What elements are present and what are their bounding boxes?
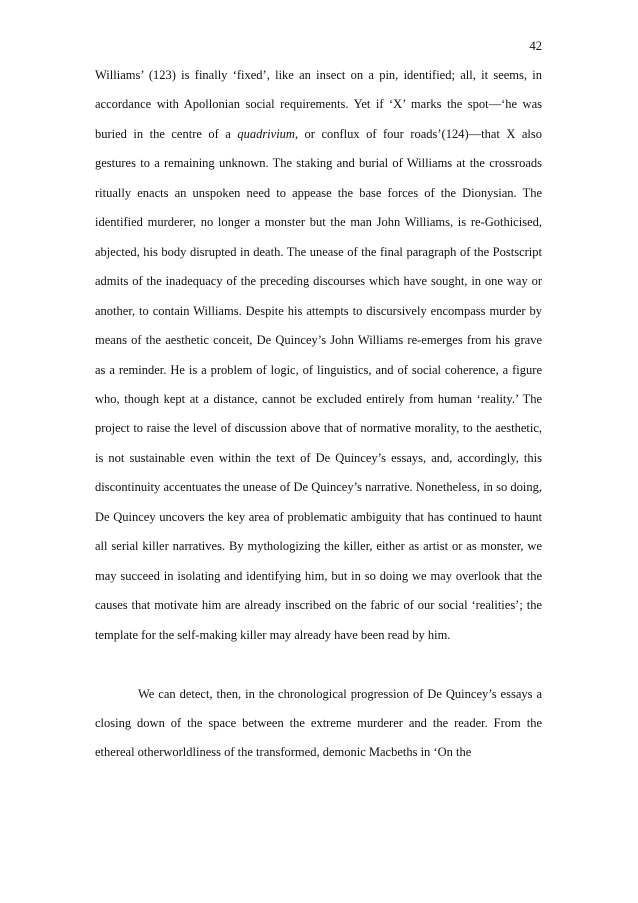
body-text bbox=[95, 61, 542, 768]
page-number: 42 bbox=[529, 39, 542, 53]
text-segment: , or conflux of four roads’(124)—that X also gestures to a remaining unknown. The staking and burial of Williams at the crossroads ritually enacts an unspoken need to appease the base forces of the Dionysian. The identified murderer, no longer a monster but the man John Williams, is re-Gothicised, abjected, his body disrupted in death. The unease of the final paragraph of the Postscript admits of the inadequacy of the preceding discourses which have sought, in one way or another, to contain Williams. Despite his attempts to discursively encompass murder by means of the aesthetic conceit, De Quincey’s John Williams re-emerges from his grave as a reminder. He is a problem of logic, of linguistics, and of social coherence, a figure who, though kept at a distance, cannot be excluded entirely from human ‘reality.’ The project to raise the level of discussion above that of normative morality, to the aesthetic, is not sustainable even within the text of De Quincey’s essays, and, accordingly, this discontinuity accentuates the unease of De Quincey’s narrative. Nonetheless, in so doing, De Quincey uncovers the key area of problematic ambiguity that has continued to haunt all serial killer narratives. By mythologizing the killer, either as artist or as monster, we may succeed in isolating and identifying him, but in so doing we may overlook that the causes that motivate him are already inscribed on the fabric of our social ‘realities’; the template for the self-making killer may already have been read by him. bbox=[95, 126, 542, 642]
text-segment: We can detect, then, in the chronological progression of De Quincey’s essays a closing down of the space between the extreme murderer and the reader. From the ethereal otherworldliness of the transformed, demonic Macbeths in ‘On the bbox=[95, 686, 542, 760]
paragraph-first bbox=[95, 61, 542, 650]
text-segment: Williams’ (123) is finally ‘fixed’, like an insect on a pin, identified; all, it seems, in accordance with Apollonian social requirements. Yet if ‘X’ marks the spot—‘he was buried in the centre of a bbox=[95, 68, 542, 141]
paragraph-second bbox=[95, 680, 542, 768]
text-segment-italic: quadrivium bbox=[237, 126, 295, 141]
